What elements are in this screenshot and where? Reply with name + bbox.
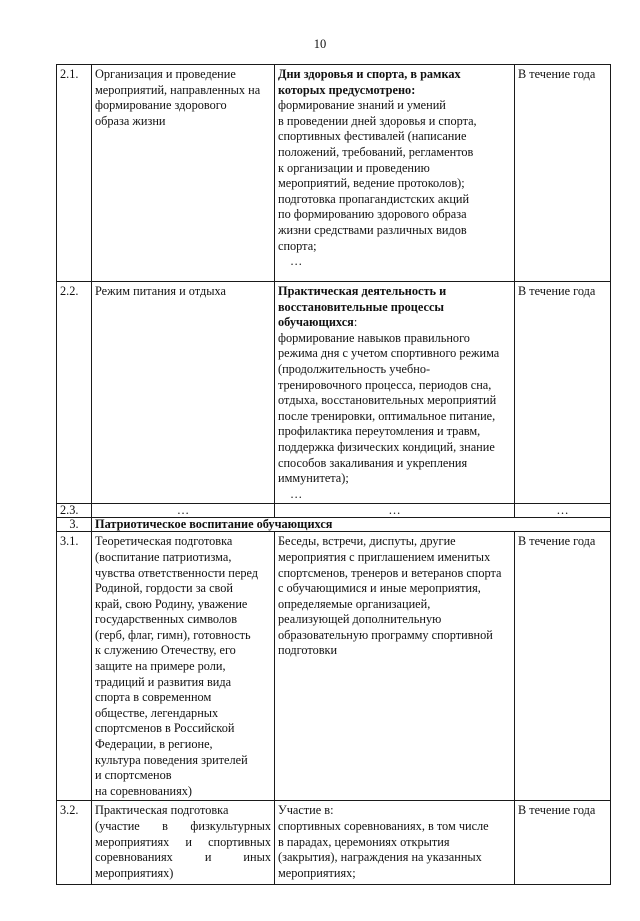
content-heading: которых предусмотрено: <box>278 82 416 97</box>
direction-line: спорта в современном <box>95 690 212 705</box>
content-line: в парадах, церемониях открытия <box>278 834 450 849</box>
direction-line: государственных символов <box>95 612 238 627</box>
table-row-3-2 <box>57 801 611 885</box>
content-line: в проведении дней здоровья и спорта, <box>278 113 477 128</box>
direction-line: к служению Отечеству, его <box>95 643 236 658</box>
ellipsis: … <box>290 254 303 269</box>
table-row-2-2 <box>57 282 611 504</box>
content-line: иммунитета); <box>278 471 349 486</box>
content-cell: … <box>275 504 515 518</box>
direction-cell: … <box>92 504 275 518</box>
content-line: спортсменов, тренеров и ветеранов спорта <box>278 565 502 580</box>
content-line: Участие в: <box>278 803 334 818</box>
direction-line: мероприятий, направленных на <box>95 82 261 97</box>
content-line: спорта; <box>278 238 317 253</box>
content-cell <box>275 65 515 282</box>
direction-line: (участие в физкультурных <box>95 819 271 833</box>
row-number: 3.2. <box>57 801 92 885</box>
content-line: формирование навыков правильного <box>278 330 470 345</box>
content-line: подготовки <box>278 643 338 658</box>
table-row-2-1 <box>57 65 611 282</box>
plan-table <box>56 64 611 885</box>
direction-line: мероприятиях) <box>95 865 174 880</box>
content-line: спортивных фестивалей (написание <box>278 129 467 144</box>
term-cell: В течение года <box>515 282 611 504</box>
table-row-2-3 <box>57 504 611 518</box>
direction-cell <box>92 532 275 801</box>
direction-line: (герб, флаг, гимн), готовность <box>95 627 251 642</box>
content-line: спортивных соревнованиях, в том числе <box>278 819 489 833</box>
content-line: после тренировки, оптимальное питание, <box>278 408 496 423</box>
content-line: режима дня с учетом спортивного режима <box>278 346 500 361</box>
content-line: (закрытия), награждения на указанных <box>278 850 482 865</box>
content-line: формирование знаний и умений <box>278 98 446 113</box>
direction-cell <box>92 282 275 504</box>
content-line: определяемые организацией, <box>278 596 431 611</box>
section-title: Патриотическое воспитание обучающихся <box>92 518 611 532</box>
content-line: подготовка пропагандистских акций <box>278 191 470 206</box>
content-line: положений, требований, регламентов <box>278 144 474 159</box>
direction-line: обществе, легендарных <box>95 705 219 720</box>
row-number: 2.3. <box>57 504 92 518</box>
direction-line: защите на примере роли, <box>95 659 226 674</box>
direction-line: культура поведения зрителей <box>95 752 248 767</box>
content-cell <box>275 282 515 504</box>
content-line: тренировочного процесса, периодов сна, <box>278 377 492 392</box>
content-line: реализующей дополнительную <box>278 612 442 627</box>
direction-line: образа жизни <box>95 113 166 128</box>
direction-line: Практическая подготовка <box>95 803 229 818</box>
content-line: к организации и проведению <box>278 160 430 175</box>
direction-line: формирование здорового <box>95 98 227 113</box>
ellipsis: … <box>290 486 303 501</box>
direction-line: соревнованиях и иных <box>95 850 271 865</box>
direction-line: чувства ответственности перед <box>95 565 259 580</box>
content-line: способов закаливания и укрепления <box>278 455 468 470</box>
term-cell: … <box>515 504 611 518</box>
content-heading: восстановительные процессы <box>278 299 445 314</box>
direction-line: на соревнованиях) <box>95 783 193 798</box>
content-line: с обучающимися и иные мероприятия, <box>278 581 481 596</box>
content-line: мероприятий, ведение протоколов); <box>278 176 465 191</box>
direction-cell <box>92 801 275 885</box>
direction-line: край, свою Родину, уважение <box>95 596 248 611</box>
content-line: (продолжительность учебно- <box>278 361 431 376</box>
content-line: профилактика переутомления и травм, <box>278 424 481 439</box>
content-line: жизни средствами различных видов <box>278 222 467 237</box>
content-line: по формированию здорового образа <box>278 207 467 222</box>
section-row-3 <box>57 518 611 532</box>
content-line: поддержка физических кондиций, знание <box>278 439 495 454</box>
row-number: 2.2. <box>57 282 92 504</box>
direction-line: (воспитание патриотизма, <box>95 549 232 564</box>
content-heading: обучающихся <box>278 315 354 330</box>
content-heading: Дни здоровья и спорта, в рамках <box>278 67 461 81</box>
term-cell: В течение года <box>515 532 611 801</box>
content-heading: Практическая деятельность и <box>278 284 447 298</box>
direction-line: Федерации, в регионе, <box>95 737 213 752</box>
page-number: 10 <box>313 37 327 51</box>
content-line: отдыха, восстановительных мероприятий <box>278 393 497 408</box>
content-cell <box>275 532 515 801</box>
direction-line: Режим питания и отдыха <box>95 284 226 298</box>
content-line: образовательную программу спортивной <box>278 627 493 642</box>
section-number: 3. <box>57 518 92 532</box>
content-line: мероприятия с приглашением именитых <box>278 549 491 564</box>
direction-line: и спортсменов <box>95 768 172 783</box>
direction-cell <box>92 65 275 282</box>
direction-line: мероприятиях и спортивных <box>95 834 271 849</box>
heading-colon: : <box>353 315 358 330</box>
content-cell <box>275 801 515 885</box>
row-number: 2.1. <box>57 65 92 282</box>
direction-line: традиций и развития вида <box>95 674 232 689</box>
term-cell: В течение года <box>515 65 611 282</box>
direction-line: Родиной, гордости за свой <box>95 581 233 596</box>
direction-line: Организация и проведение <box>95 67 236 81</box>
table-row-3-1 <box>57 532 611 801</box>
content-line: Беседы, встречи, диспуты, другие <box>278 534 456 549</box>
row-number: 3.1. <box>57 532 92 801</box>
content-line: мероприятиях; <box>278 865 356 880</box>
term-cell: В течение года <box>515 801 611 885</box>
direction-line: спортсменов в Российской <box>95 721 235 736</box>
direction-line: Теоретическая подготовка <box>95 534 233 549</box>
